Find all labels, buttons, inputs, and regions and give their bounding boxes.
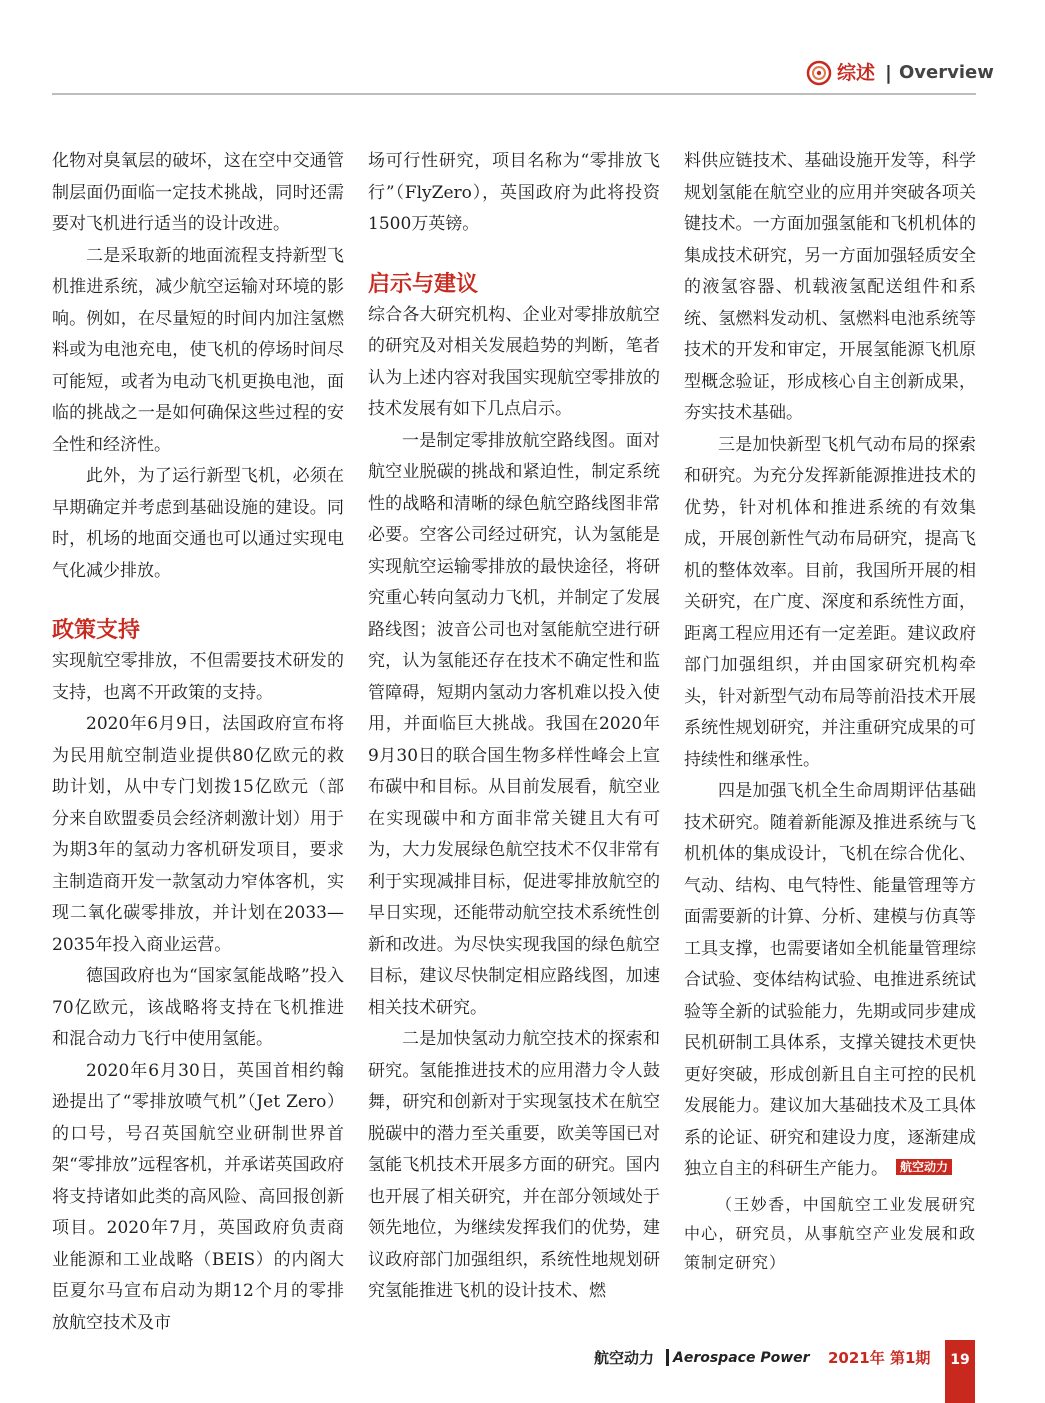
paragraph: 综合各大研究机构、企业对零排放航空的研究及对相关发展趋势的判断，笔者认为上述内容对我国实现航空零排放的技术发展有如下几点启示。 — [368, 304, 660, 419]
section-heading-insights: 启示与建议 — [368, 271, 479, 297]
issue-label: 2021年 第1期 — [828, 1349, 931, 1367]
journal-name-en: Aerospace Power — [673, 1350, 810, 1366]
footer-divider — [666, 1349, 669, 1366]
end-mark-badge: 航空动力 — [896, 1159, 952, 1175]
text-column-3 — [684, 146, 976, 1277]
paragraph: 二是采取新的地面流程支持新型飞机推进系统，减少航空运输对环境的影响。例如，在尽量短的时间内加注氢燃料或为电池充电，使飞机的停场时间尽可能短，或者为电动飞机更换电池，面临的挑战之一是如何确保这些过程的安全性和经济性。 — [52, 245, 344, 455]
paragraph: 化物对臭氧层的破坏，这在空中交通管制层面仍面临一定技术挑战，同时还需要对飞机进行适当的设计改进。 — [52, 151, 344, 234]
journal-logo-icon — [806, 60, 832, 86]
paragraph: 2020年6月9日，法国政府宣布将为民用航空制造业提供80亿欧元的救助计划，从中专门划拨15亿欧元（部分来自欧盟委员会经济刺激计划）用于为期3年的氢动力客机研发项目，要求主制造商开发一款氢动力窄体客机，实现二氧化碳零排放，并计划在2033—2035年投入商业运营。 — [52, 714, 344, 955]
paragraph: 三是加快新型飞机气动布局的探索和研究。为充分发挥新能源推进技术的优势，针对机体和推进系统的有效集成，开展创新性气动布局研究，提高飞机的整体效率。目前，我国所开展的相关研究，在广度、深度和系统性方面，距离工程应用还有一定差距。建议政府部门加强组织，并由国家研究机构牵头，针对新型气动布局等前沿技术开展系统性规划研究，并注重研究成果的可持续性和继承性。 — [684, 434, 976, 770]
paragraph-text: 四是加强飞机全生命周期评估基础技术研究。随着新能源及推进系统与飞机机体的集成设计，飞机在综合优化、气动、结构、电气特性、能量管理等方面需要新的计算、分析、建模与仿真等工具支撑，也需要诸如全机能量管理综合试验、变体结构试验、电推进系统试验等全新的试验能力，先期或同步建成民机研制工具体系，支撑关键技术更快更好突破，形成创新且自主可控的民机发展能力。建议加大基础技术及工具体系的论证、研究和建设力度，逐渐建成独立自主的科研生产能力。 — [684, 781, 976, 1179]
header-rule — [52, 93, 976, 95]
journal-name-cn: 航空动力 — [594, 1349, 655, 1367]
page-footer — [0, 1340, 1045, 1403]
paragraph: 此外，为了运行新型飞机，必须在早期确定并考虑到基础设施的建设。同时，机场的地面交通也可以通过实现电气化减少排放。 — [52, 466, 344, 581]
paragraph: 2020年6月30日，英国首相约翰逊提出了“零排放喷气机”（Jet Zero）的口号，号召英国航空业研制世界首架“零排放”远程客机，并承诺英国政府将支持诸如此类的高风险、高回报创新项目。2020年7月，英国政府负责商业能源和工业战略（BEIS）的内阁大臣夏尔马宣布启动为期12个月的零排放航空技术及市 — [52, 1060, 344, 1333]
section-label-cn: 综述 — [837, 62, 876, 84]
section-heading-policy: 政策支持 — [52, 618, 141, 643]
paragraph — [684, 776, 976, 1186]
paragraph: 料供应链技术、基础设施开发等，科学规划氢能在航空业的应用并突破各项关键技术。一方面加强氢能和飞机机体的集成技术研究，另一方面加强轻质安全的液氢容器、机载液氢配送组件和系统、氢燃料发动机、氢燃料电池系统等技术的开发和审定，开展氢能源飞机原型概念验证，形成核心自主创新成果，夯实技术基础。 — [684, 151, 976, 423]
paragraph: 一是制定零排放航空路线图。面对航空业脱碳的挑战和紧迫性，制定系统性的战略和清晰的绿色航空路线图非常必要。空客公司经过研究，认为氢能是实现航空运输零排放的最快途径，将研究重心转向氢动力飞机，并制定了发展路线图；波音公司也对氢能航空进行研究，认为氢能还存在技术不确定性和监管障碍，短期内氢动力客机难以投入使用，并面临巨大挑战。我国在2020年9月30日的联合国生物多样性峰会上宣布碳中和目标。从目前发展看，航空业在实现碳中和方面非常关键且大有可为，大力发展绿色航空技术不仅非常有利于实现减排目标，促进零排放航空的早日实现，还能带动航空技术系统性创新和改进。为尽快实现我国的绿色航空目标，建议尽快制定相应路线图，加速相关技术研究。 — [368, 430, 660, 1018]
text-column-1 — [52, 146, 344, 1339]
paragraph: 二是加快氢动力航空技术的探索和研究。氢能推进技术的应用潜力令人鼓舞，研究和创新对于实现氢技术在航空脱碳中的潜力至关重要，欧美等国已对氢能飞机技术开展多方面的研究。国内也开展了相关研究，并在部分领域处于领先地位，为继续发挥我们的优势，建议政府部门加强组织，系统性地规划研究氢能推进飞机的设计技术、燃 — [368, 1029, 660, 1301]
text-column-2 — [368, 146, 660, 1308]
section-separator: | — [885, 62, 892, 84]
paragraph: 场可行性研究，项目名称为“零排放飞行”（FlyZero），英国政府为此将投资1500万英镑。 — [368, 151, 660, 234]
section-label-en: Overview — [899, 62, 994, 83]
paragraph: 德国政府也为“国家氢能战略”投入70亿欧元，该战略将支持在飞机推进和混合动力飞行中使用氢能。 — [52, 966, 344, 1049]
paragraph: 实现航空零排放，不但需要技术研发的支持，也离不开政策的支持。 — [52, 651, 344, 703]
author-credit: （王妙香，中国航空工业发展研究中心，研究员，从事航空产业发展和政策制定研究） — [684, 1194, 976, 1272]
page-header — [0, 0, 1045, 96]
page-number: 19 — [950, 1352, 970, 1368]
